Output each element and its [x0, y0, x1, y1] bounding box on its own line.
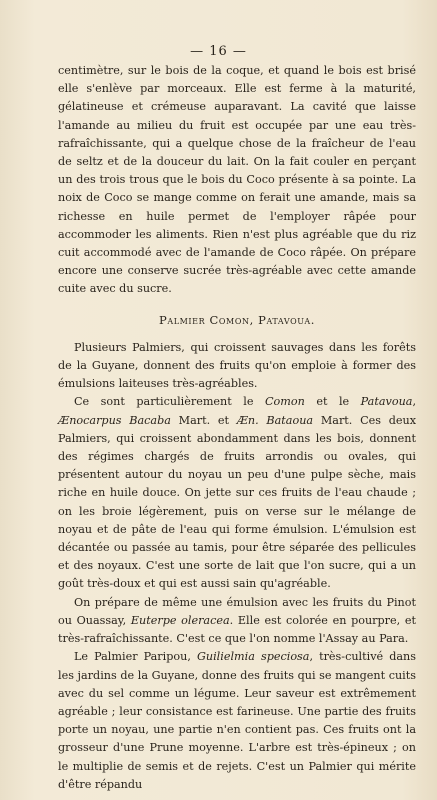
text-run: Le Palmier Paripou, [74, 650, 197, 664]
paragraph-pinot [58, 594, 416, 649]
paragraph-coconut: centimètre, sur le bois de la coque, et quand le bois est brisé elle s'enlève par morceaux. Elle est ferme à la maturité, gélatineuse et crémeuse auparavant. La cavité que laisse l'amande au milieu du fruit est occupée par une eau très-rafraîchissante, qui a quelque chose de la fraîcheur de l'eau de seltz et de la douceur du lait. On la fait couler en perçant un des trois trous que le bois du Coco présente à sa pointe. La noix de Coco se mange comme on ferait une amande, mais sa richesse en huile permet de l'employer râpée pour accommoder les aliments. Rien n'est plus agréable que du riz cuit accommodé avec de l'amande de Coco râpée. On prépare encore une conserve sucrée très-agréable avec cette amande cuite avec du sucre. [58, 64, 416, 296]
page-body [58, 62, 416, 794]
text-run: , [412, 395, 417, 409]
italic-species: Æn. Bataoua [236, 413, 314, 427]
italic-species: Euterpe oleracea [130, 613, 230, 627]
paragraph-comon-patavoua [58, 393, 416, 593]
section-heading: Palmier Comon, Patavoua. [159, 312, 315, 327]
text-run: On prépare de même une émulsion avec les fruits du Pinot ou Ouassay, [58, 595, 416, 627]
text-run: et le [304, 395, 361, 409]
page-number: — 16 — [190, 44, 247, 59]
italic-species: Guilielmia speciosa [196, 650, 310, 664]
paragraph-intro: Plusieurs Palmiers, qui croissent sauvages dans les forêts de la Guyane, donnent des fruits qu'on emploie à former des émulsions laiteuses très-agréables. [58, 340, 416, 391]
italic-name: Comon [264, 395, 305, 409]
paragraph-paripou [58, 648, 416, 794]
italic-name: Patavoua [360, 395, 413, 409]
text-run: Ce sont particulièrement le [74, 395, 265, 409]
italic-species: Ænocarpus Bacaba [58, 413, 171, 427]
text-run: , très-cultivé dans les jardins de la Guyane, donne des fruits qui se mangent cuits avec du sel comme un légume. Leur saveur est extrêmement agréable ; leur consistance est farineuse. Une partie des fruits porte un noyau, une partie n'en contient pas. Ces fruits ont la grosseur d'une Prune moyenne. L'arbre est très-épineux ; on le multiplie de semis et de rejets. C'est un Palmier qui mérite d'être répandu [58, 650, 416, 791]
text-run: Mart. et [170, 413, 237, 427]
text-run: Mart. Ces deux Palmiers, qui croissent abondamment dans les bois, donnent des régimes chargés de fruits arrondis ou ovales, qui présentent autour du noyau un peu d'une pulpe sèche, mais riche en huile douce. On jette sur ces fruits de l'eau chaude ; on les broie légèrement, puis on verse sur le mélange de noyau et de pâte de l'eau qui forme émulsion. L'émulsion est décantée ou passée au tamis, pour être séparée des pellicules et des noyaux. C'est une sorte de lait que l'on sucre, qui a un goût très-doux et qui est aussi sain qu'agréable. [58, 413, 417, 591]
text-run: . Elle est colorée en pourpre, et très-rafraîchissante. C'est ce que l'on nomme l'Assay au Para. [58, 613, 416, 646]
